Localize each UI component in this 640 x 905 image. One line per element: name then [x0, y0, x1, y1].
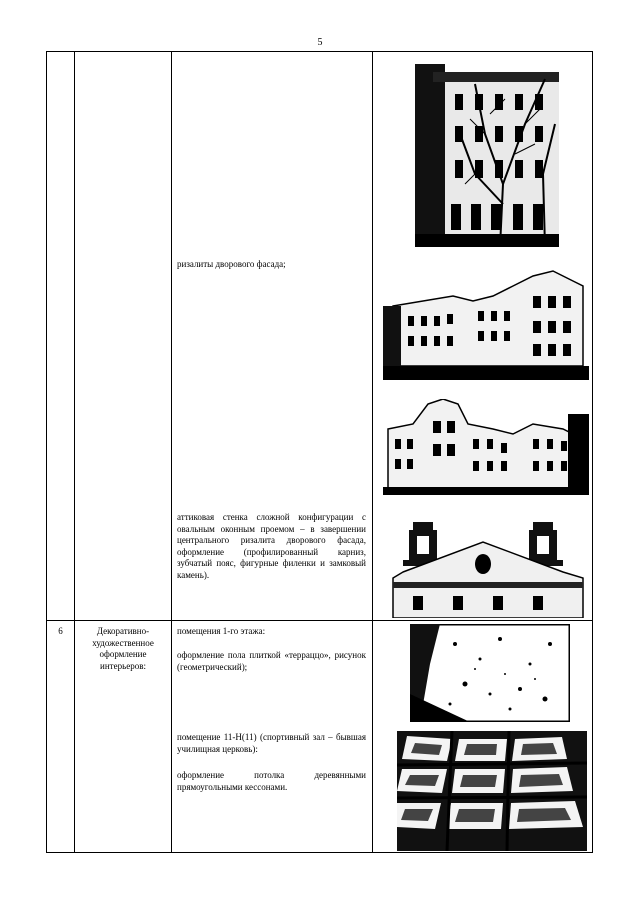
sports-hall-text: помещение 11-Н(11) (спортивный зал – бывшая училищная церковь):: [177, 732, 366, 754]
row-number: 6: [58, 626, 63, 636]
column-divider: [372, 52, 373, 852]
column-divider: [74, 52, 75, 852]
first-floor-rooms-text: помещения 1-го этажа:: [177, 626, 266, 636]
coffered-ceiling-text: оформление потолка деревянными прямоугольными кессонами.: [177, 770, 366, 792]
row-divider: [47, 620, 592, 621]
terrazzo-floor-photo: [410, 624, 570, 722]
page-number: 5: [317, 37, 323, 48]
column-divider: [171, 52, 172, 852]
courtyard-risalits-photo-1: [383, 266, 589, 380]
courtyard-risalits-photo-2: [383, 399, 589, 495]
attic-wall-oval-window-photo: [383, 512, 589, 618]
attic-wall-text: аттиковая стенка сложной конфигурации с овальным оконным проемом – в завершении центрального ризалита дворового фасада, оформление (профилированный карниз, зубчатый пояс, фигурные филенки и замковый камень).: [177, 512, 366, 580]
courtyard-facade-with-trees-photo: [415, 64, 559, 247]
coffered-ceiling-photo: [397, 731, 587, 851]
monument-features-table: [46, 51, 593, 853]
courtyard-risalits-text: ризалиты дворового фасада;: [177, 259, 286, 269]
terrazzo-floor-text: оформление пола плиткой «терраццо», рисунок (геометрический);: [177, 650, 366, 672]
row-title: Декоративно-художественное оформление интерьеров:: [92, 626, 154, 671]
